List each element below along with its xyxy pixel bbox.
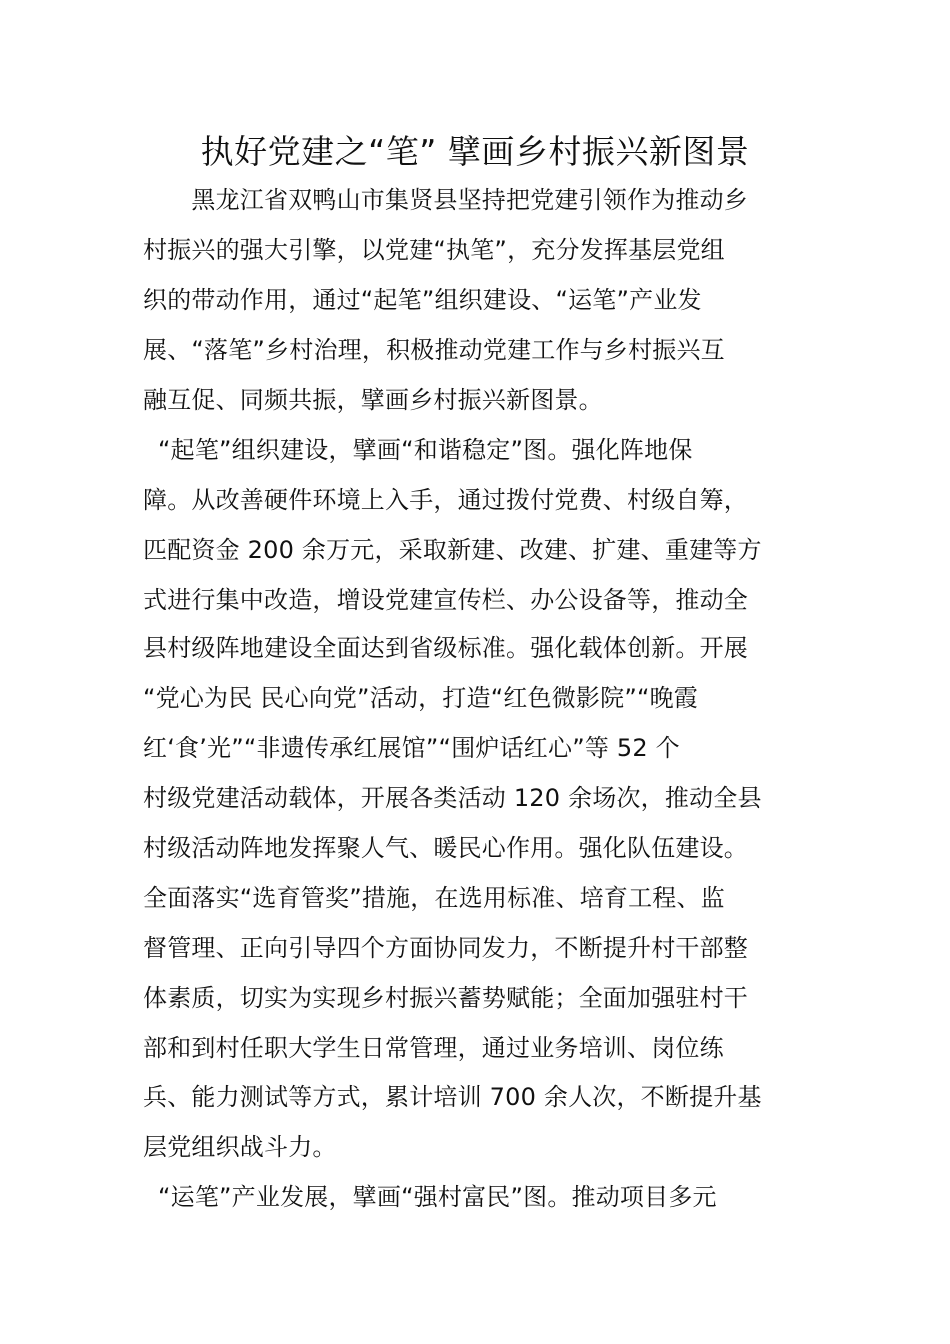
body-line: 红‘食’光”“非遗传承红展馆”“围炉话红心”等 52 个 bbox=[143, 734, 680, 762]
body-line: 督管理、正向引导四个方面协同发力，不断提升村干部整 bbox=[143, 934, 748, 962]
body-line: 兵、能力测试等方式，累计培训 700 余人次，不断提升基 bbox=[143, 1083, 762, 1111]
body-line: 村振兴的强大引擎，以党建“执笔”，充分发挥基层党组 bbox=[143, 236, 725, 264]
body-line: “起笔”组织建设，擘画“和谐稳定”图。强化阵地保 bbox=[158, 436, 693, 464]
body-line: 融互促、同频共振，擘画乡村振兴新图景。 bbox=[143, 386, 603, 414]
body-line: 层党组织战斗力。 bbox=[143, 1133, 337, 1161]
body-line: “党心为民 民心向党”活动，打造“红色微影院”“晚霞 bbox=[143, 684, 698, 712]
body-line: 黑龙江省双鸭山市集贤县坚持把党建引领作为推动乡 bbox=[143, 186, 748, 214]
body-line: 展、“落笔”乡村治理，积极推动党建工作与乡村振兴互 bbox=[143, 336, 725, 364]
body-line: “运笔”产业发展，擘画“强村富民”图。推动项目多元 bbox=[158, 1183, 717, 1211]
body-line: 村级党建活动载体，开展各类活动 120 余场次，推动全县 bbox=[143, 784, 762, 812]
body-line: 村级活动阵地发挥聚人气、暖民心作用。强化队伍建设。 bbox=[143, 834, 748, 862]
body-line: 体素质，切实为实现乡村振兴蓄势赋能；全面加强驻村干 bbox=[143, 984, 748, 1012]
body-line: 县村级阵地建设全面达到省级标准。强化载体创新。开展 bbox=[143, 634, 748, 662]
document-title: 执好党建之“笔” 擘画乡村振兴新图景 bbox=[200, 132, 750, 171]
body-line: 全面落实“选育管奖”措施，在选用标准、培育工程、监 bbox=[143, 884, 725, 912]
body-line: 式进行集中改造，增设党建宣传栏、办公设备等，推动全 bbox=[143, 586, 748, 614]
body-line: 匹配资金 200 余万元，采取新建、改建、扩建、重建等方 bbox=[143, 536, 762, 564]
body-line: 织的带动作用，通过“起笔”组织建设、“运笔”产业发 bbox=[143, 286, 702, 314]
body-line: 障。从改善硬件环境上入手，通过拨付党费、村级自筹， bbox=[143, 486, 748, 514]
body-line: 部和到村任职大学生日常管理，通过业务培训、岗位练 bbox=[143, 1034, 724, 1062]
